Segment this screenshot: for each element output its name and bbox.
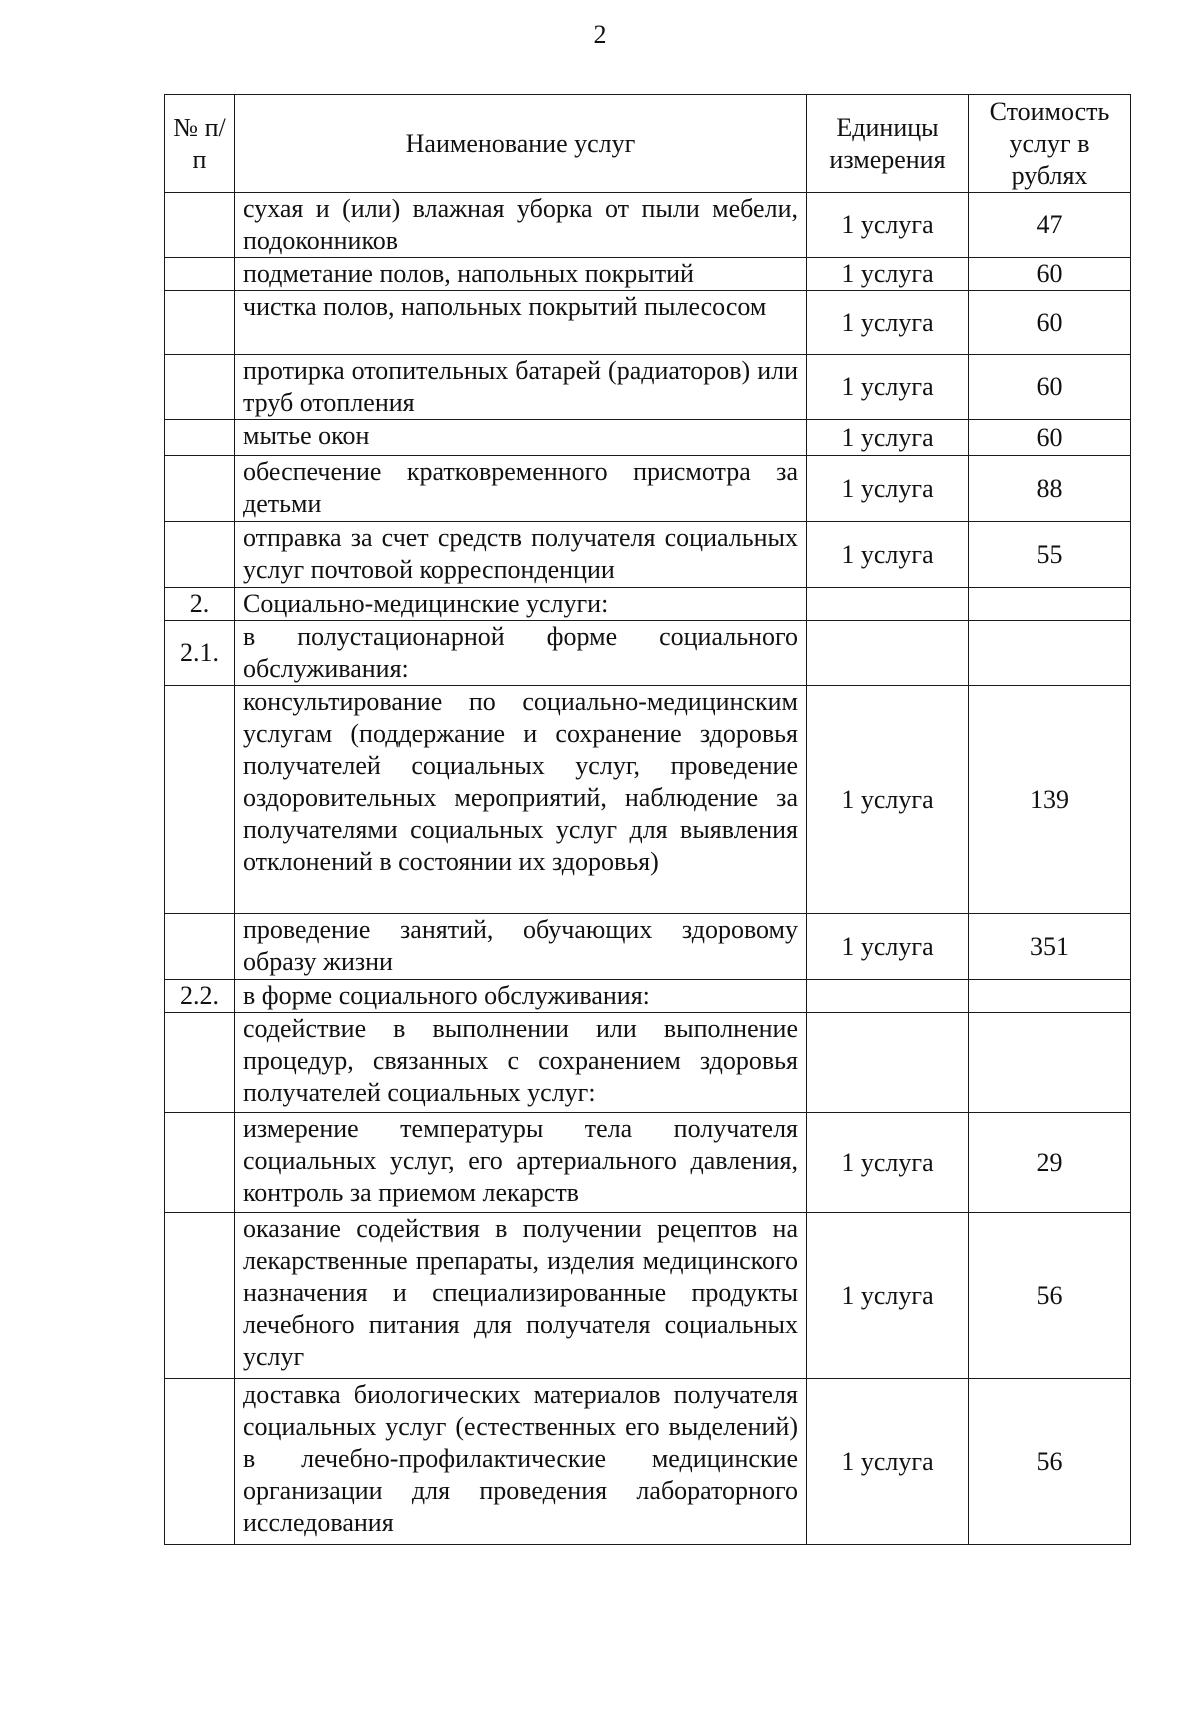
row-name: проведение занятий, обучающих здоровому образу жизни bbox=[235, 914, 807, 980]
row-cost: 60 bbox=[969, 420, 1131, 456]
table-row bbox=[165, 193, 1131, 258]
header-name: Наименование услуг bbox=[235, 95, 807, 193]
row-cost: 88 bbox=[969, 456, 1131, 522]
row-name: Социально-медицинские услуги: bbox=[235, 588, 807, 621]
table-row bbox=[165, 1013, 1131, 1113]
row-num bbox=[165, 1379, 235, 1545]
row-name: в полустационарной форме социального обслуживания: bbox=[235, 621, 807, 686]
row-num: 2. bbox=[165, 588, 235, 621]
row-unit: 1 услуга bbox=[807, 420, 969, 456]
row-unit: 1 услуга bbox=[807, 1379, 969, 1545]
row-unit: 1 услуга bbox=[807, 686, 969, 914]
row-num: 2.2. bbox=[165, 980, 235, 1013]
row-unit: 1 услуга bbox=[807, 1213, 969, 1379]
subsection-row bbox=[165, 980, 1131, 1013]
row-cost: 139 bbox=[969, 686, 1131, 914]
row-cost bbox=[969, 1013, 1131, 1113]
table-row bbox=[165, 420, 1131, 456]
table-row bbox=[165, 456, 1131, 522]
row-num bbox=[165, 291, 235, 355]
header-row bbox=[165, 95, 1131, 193]
row-name: обеспечение кратковременного присмотра за детьми bbox=[235, 456, 807, 522]
row-name: отправка за счет средств получателя социальных услуг почтовой корреспонденции bbox=[235, 522, 807, 588]
row-unit: 1 услуга bbox=[807, 258, 969, 291]
row-name: сухая и (или) влажная уборка от пыли мебели, подоконников bbox=[235, 193, 807, 258]
row-num bbox=[165, 914, 235, 980]
subsection-row bbox=[165, 621, 1131, 686]
row-cost: 60 bbox=[969, 291, 1131, 355]
table-row bbox=[165, 1113, 1131, 1213]
row-num bbox=[165, 1013, 235, 1113]
row-unit: 1 услуга bbox=[807, 456, 969, 522]
row-name: чистка полов, напольных покрытий пылесосом bbox=[235, 291, 807, 355]
row-unit bbox=[807, 588, 969, 621]
row-num: 2.1. bbox=[165, 621, 235, 686]
page-number: 2 bbox=[593, 20, 607, 49]
table-row bbox=[165, 686, 1131, 914]
row-name: доставка биологических материалов получателя социальных услуг (естественных его выделений) в лечебно-профилактические медицинские организации для проведения лабораторного исследования bbox=[235, 1379, 807, 1545]
row-num bbox=[165, 420, 235, 456]
row-unit: 1 услуга bbox=[807, 914, 969, 980]
row-cost: 351 bbox=[969, 914, 1131, 980]
row-unit: 1 услуга bbox=[807, 355, 969, 420]
table-header bbox=[165, 95, 1131, 193]
row-cost: 47 bbox=[969, 193, 1131, 258]
table-row bbox=[165, 522, 1131, 588]
row-cost: 29 bbox=[969, 1113, 1131, 1213]
row-num bbox=[165, 355, 235, 420]
row-unit: 1 услуга bbox=[807, 522, 969, 588]
row-num bbox=[165, 258, 235, 291]
header-unit: Единицы измерения bbox=[807, 95, 969, 193]
row-num bbox=[165, 522, 235, 588]
row-unit: 1 услуга bbox=[807, 1113, 969, 1213]
row-num bbox=[165, 686, 235, 914]
services-table bbox=[164, 94, 1131, 1545]
table-row bbox=[165, 1213, 1131, 1379]
row-name: измерение температуры тела получателя социальных услуг, его артериального давления, контроль за приемом лекарств bbox=[235, 1113, 807, 1213]
row-name: содействие в выполнении или выполнение процедур, связанных с сохранением здоровья получателей социальных услуг: bbox=[235, 1013, 807, 1113]
row-unit: 1 услуга bbox=[807, 291, 969, 355]
row-cost bbox=[969, 588, 1131, 621]
section-row bbox=[165, 588, 1131, 621]
row-num bbox=[165, 193, 235, 258]
row-cost bbox=[969, 980, 1131, 1013]
row-name: подметание полов, напольных покрытий bbox=[235, 258, 807, 291]
table-row bbox=[165, 914, 1131, 980]
row-unit bbox=[807, 621, 969, 686]
row-cost: 60 bbox=[969, 355, 1131, 420]
row-name: в форме социального обслуживания: bbox=[235, 980, 807, 1013]
row-cost: 56 bbox=[969, 1213, 1131, 1379]
row-name: протирка отопительных батарей (радиаторов) или труб отопления bbox=[235, 355, 807, 420]
row-name: оказание содействия в получении рецептов на лекарственные препараты, изделия медицинского назначения и специализированные продукты лечебного питания для получателя социальных услуг bbox=[235, 1213, 807, 1379]
table-row bbox=[165, 258, 1131, 291]
row-name: консультирование по социально-медицинским услугам (поддержание и сохранение здоровья получателей социальных услуг, проведение оздоровительных мероприятий, наблюдение за получателями социальных услуг для выявления отклонений в состоянии их здоровья) bbox=[235, 686, 807, 914]
table-row bbox=[165, 355, 1131, 420]
row-cost: 60 bbox=[969, 258, 1131, 291]
table-body bbox=[165, 193, 1131, 1545]
header-cost: Стоимость услуг в рублях bbox=[969, 95, 1131, 193]
header-num: № п/п bbox=[165, 95, 235, 193]
table-row bbox=[165, 291, 1131, 355]
row-cost: 55 bbox=[969, 522, 1131, 588]
row-unit: 1 услуга bbox=[807, 193, 969, 258]
row-unit bbox=[807, 980, 969, 1013]
row-unit bbox=[807, 1013, 969, 1113]
row-cost bbox=[969, 621, 1131, 686]
row-num bbox=[165, 1213, 235, 1379]
table-row bbox=[165, 1379, 1131, 1545]
row-cost: 56 bbox=[969, 1379, 1131, 1545]
row-num bbox=[165, 456, 235, 522]
row-name: мытье окон bbox=[235, 420, 807, 456]
row-num bbox=[165, 1113, 235, 1213]
